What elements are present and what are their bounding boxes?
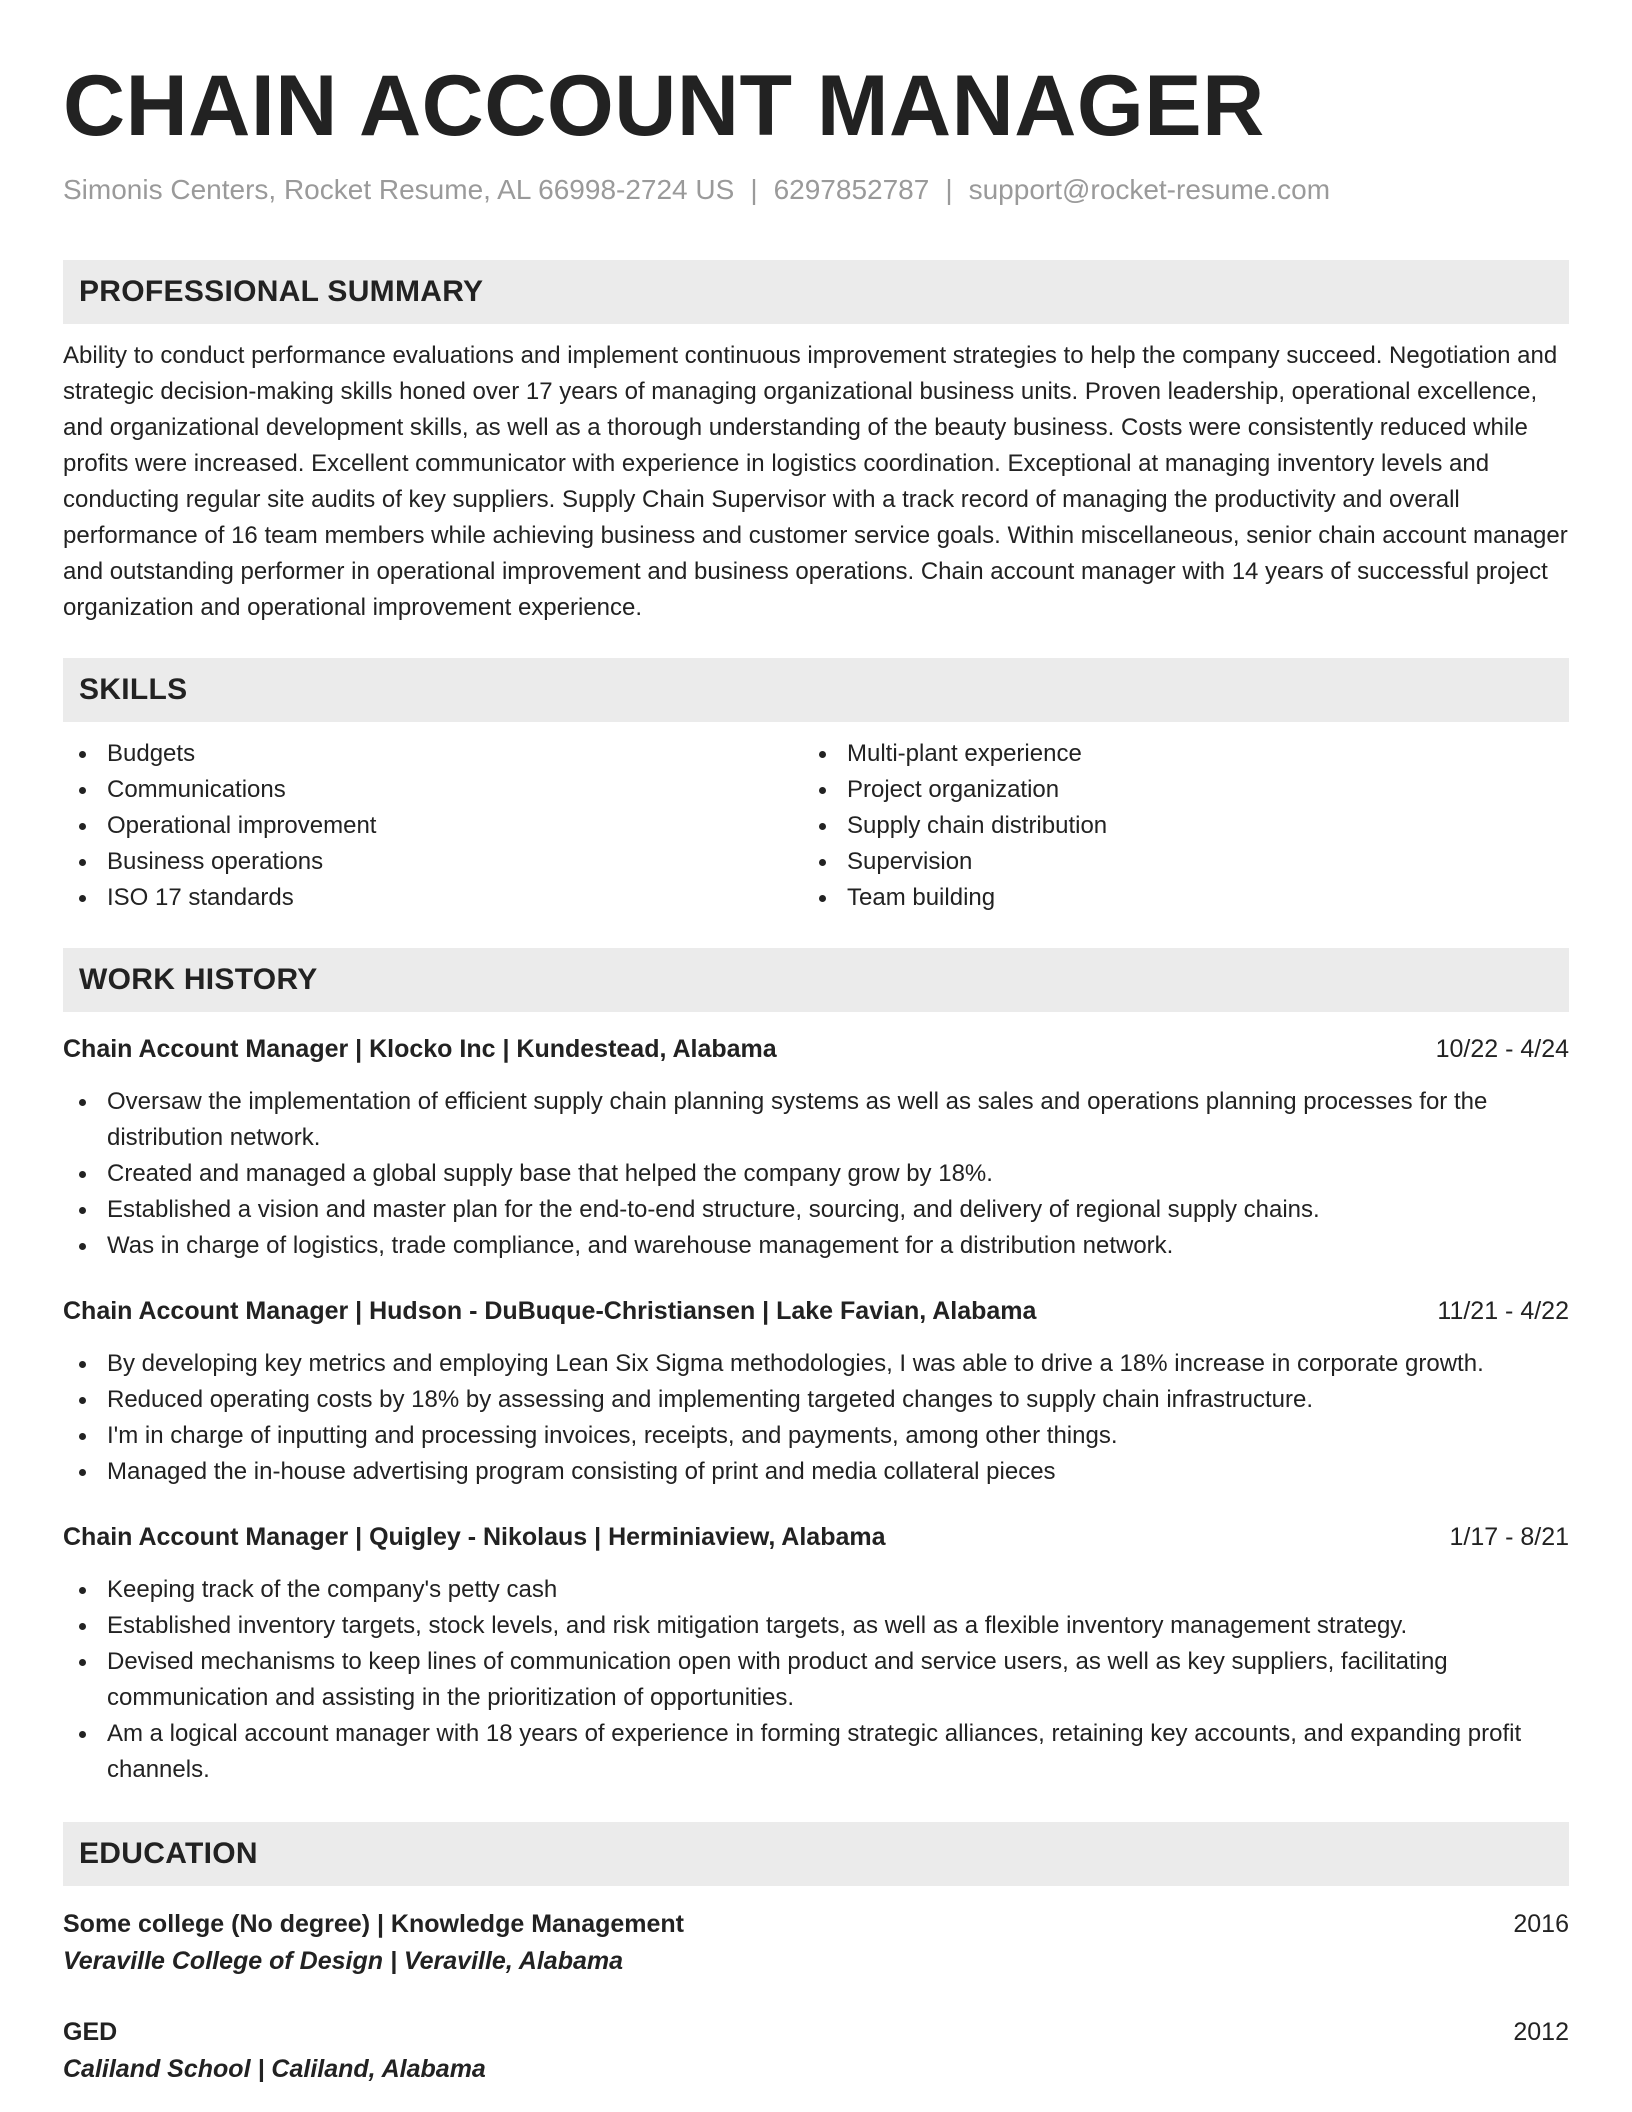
section-header-work-history: WORK HISTORY [63, 948, 1569, 1012]
skill-item: Budgets [63, 736, 803, 772]
resume-name: CHAIN ACCOUNT MANAGER [63, 58, 1265, 154]
contact-address: Simonis Centers, Rocket Resume, AL 66998-2724 US [63, 174, 735, 205]
job-dates: 1/17 - 8/21 [1449, 1523, 1569, 1551]
contact-line [63, 172, 1569, 208]
skill-item: Operational improvement [63, 808, 803, 844]
education-heading-row [63, 2014, 1569, 2050]
section-header-skills: SKILLS [63, 658, 1569, 722]
job-dates: 11/21 - 4/22 [1437, 1297, 1569, 1325]
section-header-education: EDUCATION [63, 1822, 1569, 1886]
skill-item: Project organization [803, 772, 1543, 808]
job-bullet: Was in charge of logistics, trade compliance, and warehouse management for a distribution network. [63, 1228, 1569, 1264]
summary-text: Ability to conduct performance evaluations and implement continuous improvement strategies to help the company succeed. Negotiation and strategic decision-making skills honed over 17 years of managing organizational business units. Proven leadership, operational excellence, and organizational development skills, as well as a thorough understanding of the beauty business. Costs were consistently reduced while profits were increased. Excellent communicator with experience in logistics coordination. Exceptional at managing inventory levels and conducting regular site audits of key suppliers. Supply Chain Supervisor with a track record of managing the productivity and overall performance of 16 team members while achieving business and customer service goals. Within miscellaneous, senior chain account manager and outstanding performer in operational improvement and business operations. Chain account manager with 14 years of successful project organization and operational improvement experience. [63, 342, 1568, 621]
skill-item: ISO 17 standards [63, 880, 803, 916]
job-entry [63, 1032, 1569, 1264]
contact-separator: | [945, 174, 953, 205]
skill-item: Team building [803, 880, 1543, 916]
contact-separator: | [750, 174, 758, 205]
education-entry [63, 2014, 1569, 2088]
contact-phone: 6297852787 [773, 174, 930, 205]
education-degree: Some college (No degree) | Knowledge Management [63, 1910, 684, 1938]
skill-item: Supply chain distribution [803, 808, 1543, 844]
skills-column-right [803, 736, 1543, 916]
section-header-summary: PROFESSIONAL SUMMARY [63, 260, 1569, 324]
job-title: Chain Account Manager | Quigley - Nikolaus | Herminiaview, Alabama [63, 1523, 886, 1551]
job-bullet: Devised mechanisms to keep lines of communication open with product and service users, as well as key suppliers, facilitating communication and assisting in the prioritization of opportunities. [63, 1644, 1569, 1716]
job-bullet: Managed the in-house advertising program consisting of print and media collateral pieces [63, 1454, 1569, 1490]
education-year: 2012 [1513, 2018, 1569, 2046]
job-heading-row [63, 1032, 1569, 1066]
skills-list [63, 736, 1569, 916]
job-bullet: Keeping track of the company's petty cash [63, 1572, 1569, 1608]
job-bullet: Established inventory targets, stock levels, and risk mitigation targets, as well as a flexible inventory management strategy. [63, 1608, 1569, 1644]
job-bullet: Oversaw the implementation of efficient supply chain planning systems as well as sales and operations planning processes for the distribution network. [63, 1084, 1569, 1156]
education-entry [63, 1906, 1569, 1980]
job-bullet: Created and managed a global supply base that helped the company grow by 18%. [63, 1156, 1569, 1192]
education-school: Veraville College of Design | Veraville, Alabama [63, 1947, 623, 1975]
job-title: Chain Account Manager | Klocko Inc | Kundestead, Alabama [63, 1035, 777, 1063]
job-heading-row [63, 1520, 1569, 1554]
job-entry [63, 1520, 1569, 1788]
skill-item: Communications [63, 772, 803, 808]
job-bullet: I'm in charge of inputting and processing invoices, receipts, and payments, among other things. [63, 1418, 1569, 1454]
job-dates: 10/22 - 4/24 [1435, 1035, 1569, 1063]
job-bullet: Established a vision and master plan for the end-to-end structure, sourcing, and delivery of regional supply chains. [63, 1192, 1569, 1228]
education-heading-row [63, 1906, 1569, 1942]
job-title: Chain Account Manager | Hudson - DuBuque-Christiansen | Lake Favian, Alabama [63, 1297, 1037, 1325]
education-school: Caliland School | Caliland, Alabama [63, 2055, 486, 2083]
skill-item: Business operations [63, 844, 803, 880]
skills-column-left [63, 736, 803, 916]
skill-item: Multi-plant experience [803, 736, 1543, 772]
education-year: 2016 [1513, 1910, 1569, 1938]
skill-item: Supervision [803, 844, 1543, 880]
job-bullet: Am a logical account manager with 18 years of experience in forming strategic alliances, retaining key accounts, and expanding profit channels. [63, 1716, 1569, 1788]
job-bullet: Reduced operating costs by 18% by assessing and implementing targeted changes to supply chain infrastructure. [63, 1382, 1569, 1418]
job-bullets [63, 1346, 1569, 1490]
job-heading-row [63, 1294, 1569, 1328]
contact-email: support@rocket-resume.com [968, 174, 1331, 205]
job-bullets [63, 1572, 1569, 1788]
education-degree: GED [63, 2018, 118, 2046]
job-bullet: By developing key metrics and employing Lean Six Sigma methodologies, I was able to drive a 18% increase in corporate growth. [63, 1346, 1569, 1382]
job-entry [63, 1294, 1569, 1490]
job-bullets [63, 1084, 1569, 1264]
